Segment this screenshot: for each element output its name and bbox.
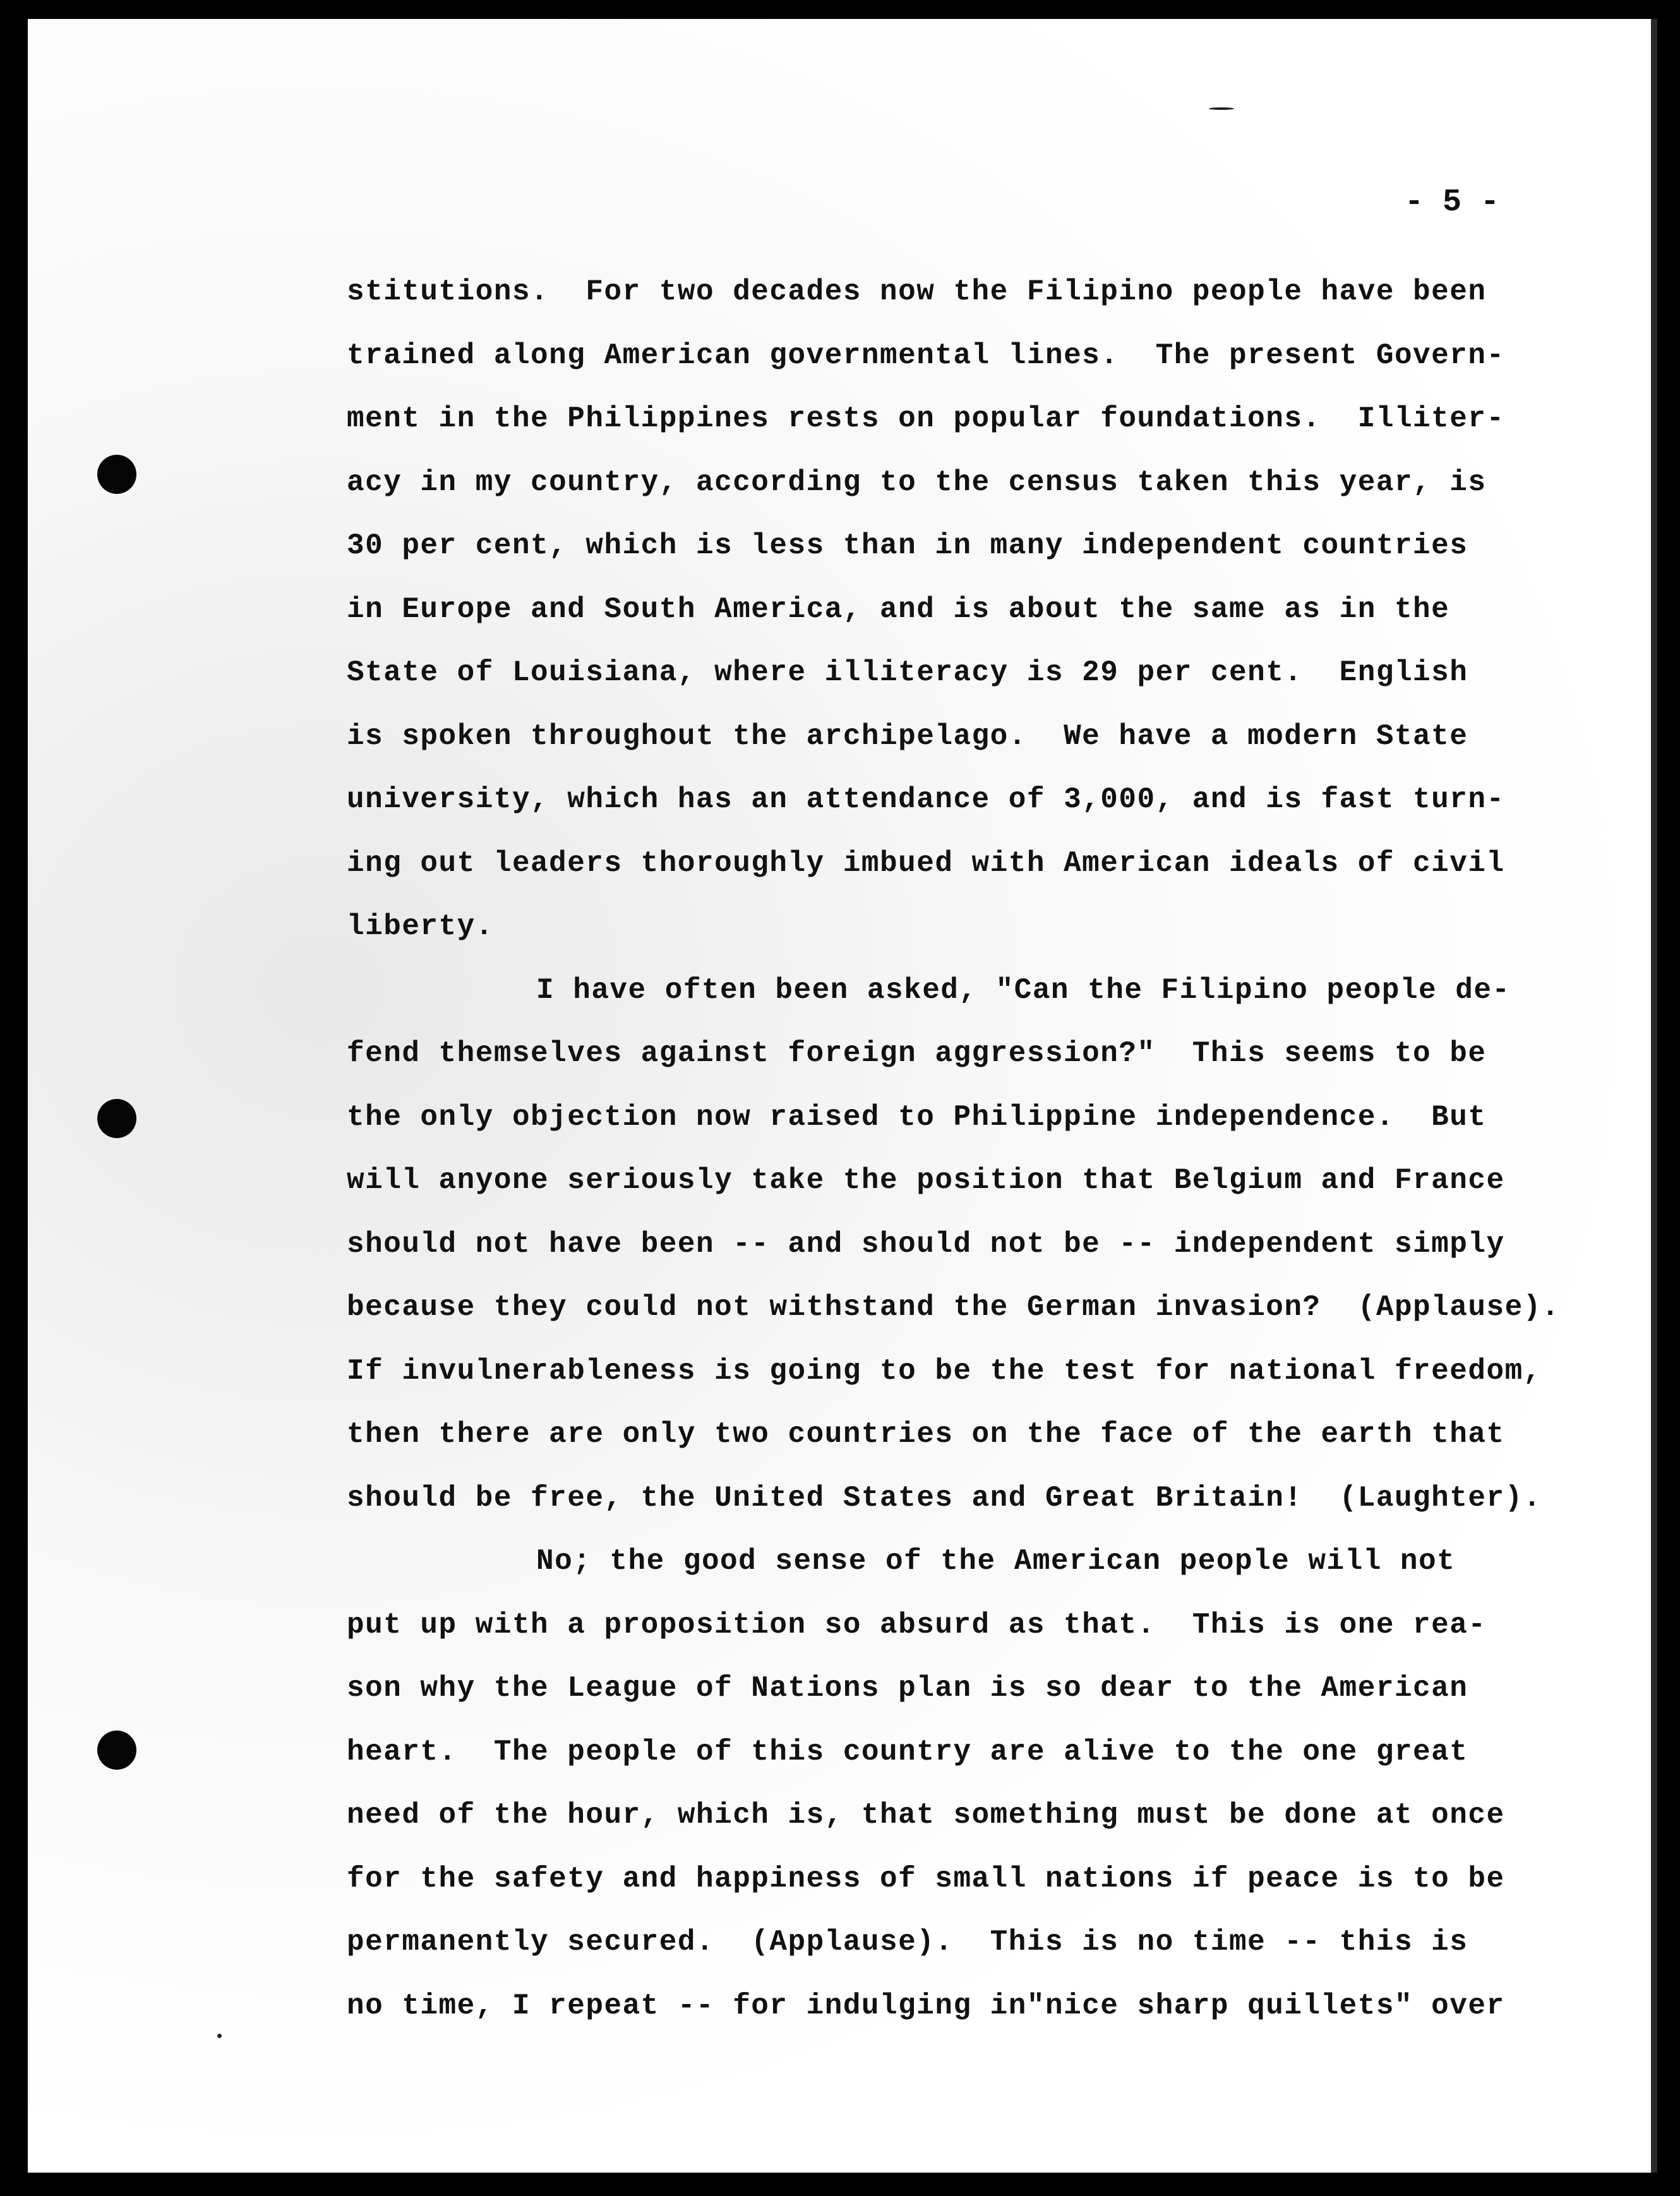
punch-hole-middle bbox=[97, 1099, 136, 1138]
text-line: 30 per cent, which is less than in many independent countries bbox=[347, 529, 1468, 562]
punch-hole-bottom bbox=[97, 1731, 136, 1770]
text-line: liberty. bbox=[347, 910, 494, 943]
body-text bbox=[347, 260, 1657, 2037]
text-line: acy in my country, according to the census taken this year, is bbox=[347, 465, 1487, 499]
text-line: fend themselves against foreign aggression?" This seems to be bbox=[347, 1037, 1487, 1070]
text-line: because they could not withstand the German invasion? (Applause). bbox=[347, 1291, 1560, 1324]
text-line: ing out leaders thoroughly imbued with American ideals of civil bbox=[347, 846, 1505, 880]
document-page bbox=[28, 19, 1657, 2173]
text-line: son why the League of Nations plan is so dear to the American bbox=[347, 1672, 1468, 1705]
text-line: should not have been -- and should not be -- independent simply bbox=[347, 1227, 1505, 1261]
text-line: stitutions. For two decades now the Filipino people have been bbox=[347, 275, 1487, 308]
text-line: is spoken throughout the archipelago. We have a modern State bbox=[347, 719, 1468, 753]
text-line: university, which has an attendance of 3,000, and is fast turn- bbox=[347, 783, 1505, 816]
text-line: should be free, the United States and Great Britain! (Laughter). bbox=[347, 1481, 1542, 1515]
text-line: heart. The people of this country are alive to the one great bbox=[347, 1735, 1468, 1768]
text-line: State of Louisiana, where illiteracy is 29 per cent. English bbox=[347, 656, 1468, 689]
paragraph-start-line: I have often been asked, "Can the Filipino people de- bbox=[536, 973, 1511, 1007]
text-line: ment in the Philippines rests on popular foundations. Illiter- bbox=[347, 402, 1505, 435]
text-line: permanently secured. (Applause). This is no time -- this is bbox=[347, 1926, 1468, 1959]
ink-speck bbox=[1209, 107, 1234, 110]
paragraph-start-line: No; the good sense of the American people will not bbox=[536, 1545, 1456, 1578]
punch-hole-top bbox=[97, 455, 136, 494]
text-line: will anyone seriously take the position that Belgium and France bbox=[347, 1164, 1505, 1197]
text-line: put up with a proposition so absurd as that. This is one rea- bbox=[347, 1608, 1487, 1641]
text-line: for the safety and happiness of small nations if peace is to be bbox=[347, 1862, 1505, 1895]
text-line: If invulnerableness is going to be the test for national freedom, bbox=[347, 1354, 1542, 1388]
text-line: no time, I repeat -- for indulging in"nice sharp quillets" over bbox=[347, 1989, 1505, 2022]
text-line: then there are only two countries on the face of the earth that bbox=[347, 1418, 1505, 1451]
text-line: trained along American governmental lines. The present Govern- bbox=[347, 339, 1505, 372]
ink-speck bbox=[217, 2034, 222, 2038]
text-line: need of the hour, which is, that something must be done at once bbox=[347, 1799, 1505, 1832]
page-number: - 5 - bbox=[1405, 184, 1500, 220]
text-line: the only objection now raised to Philippine independence. But bbox=[347, 1100, 1487, 1134]
text-line: in Europe and South America, and is about the same as in the bbox=[347, 592, 1450, 626]
